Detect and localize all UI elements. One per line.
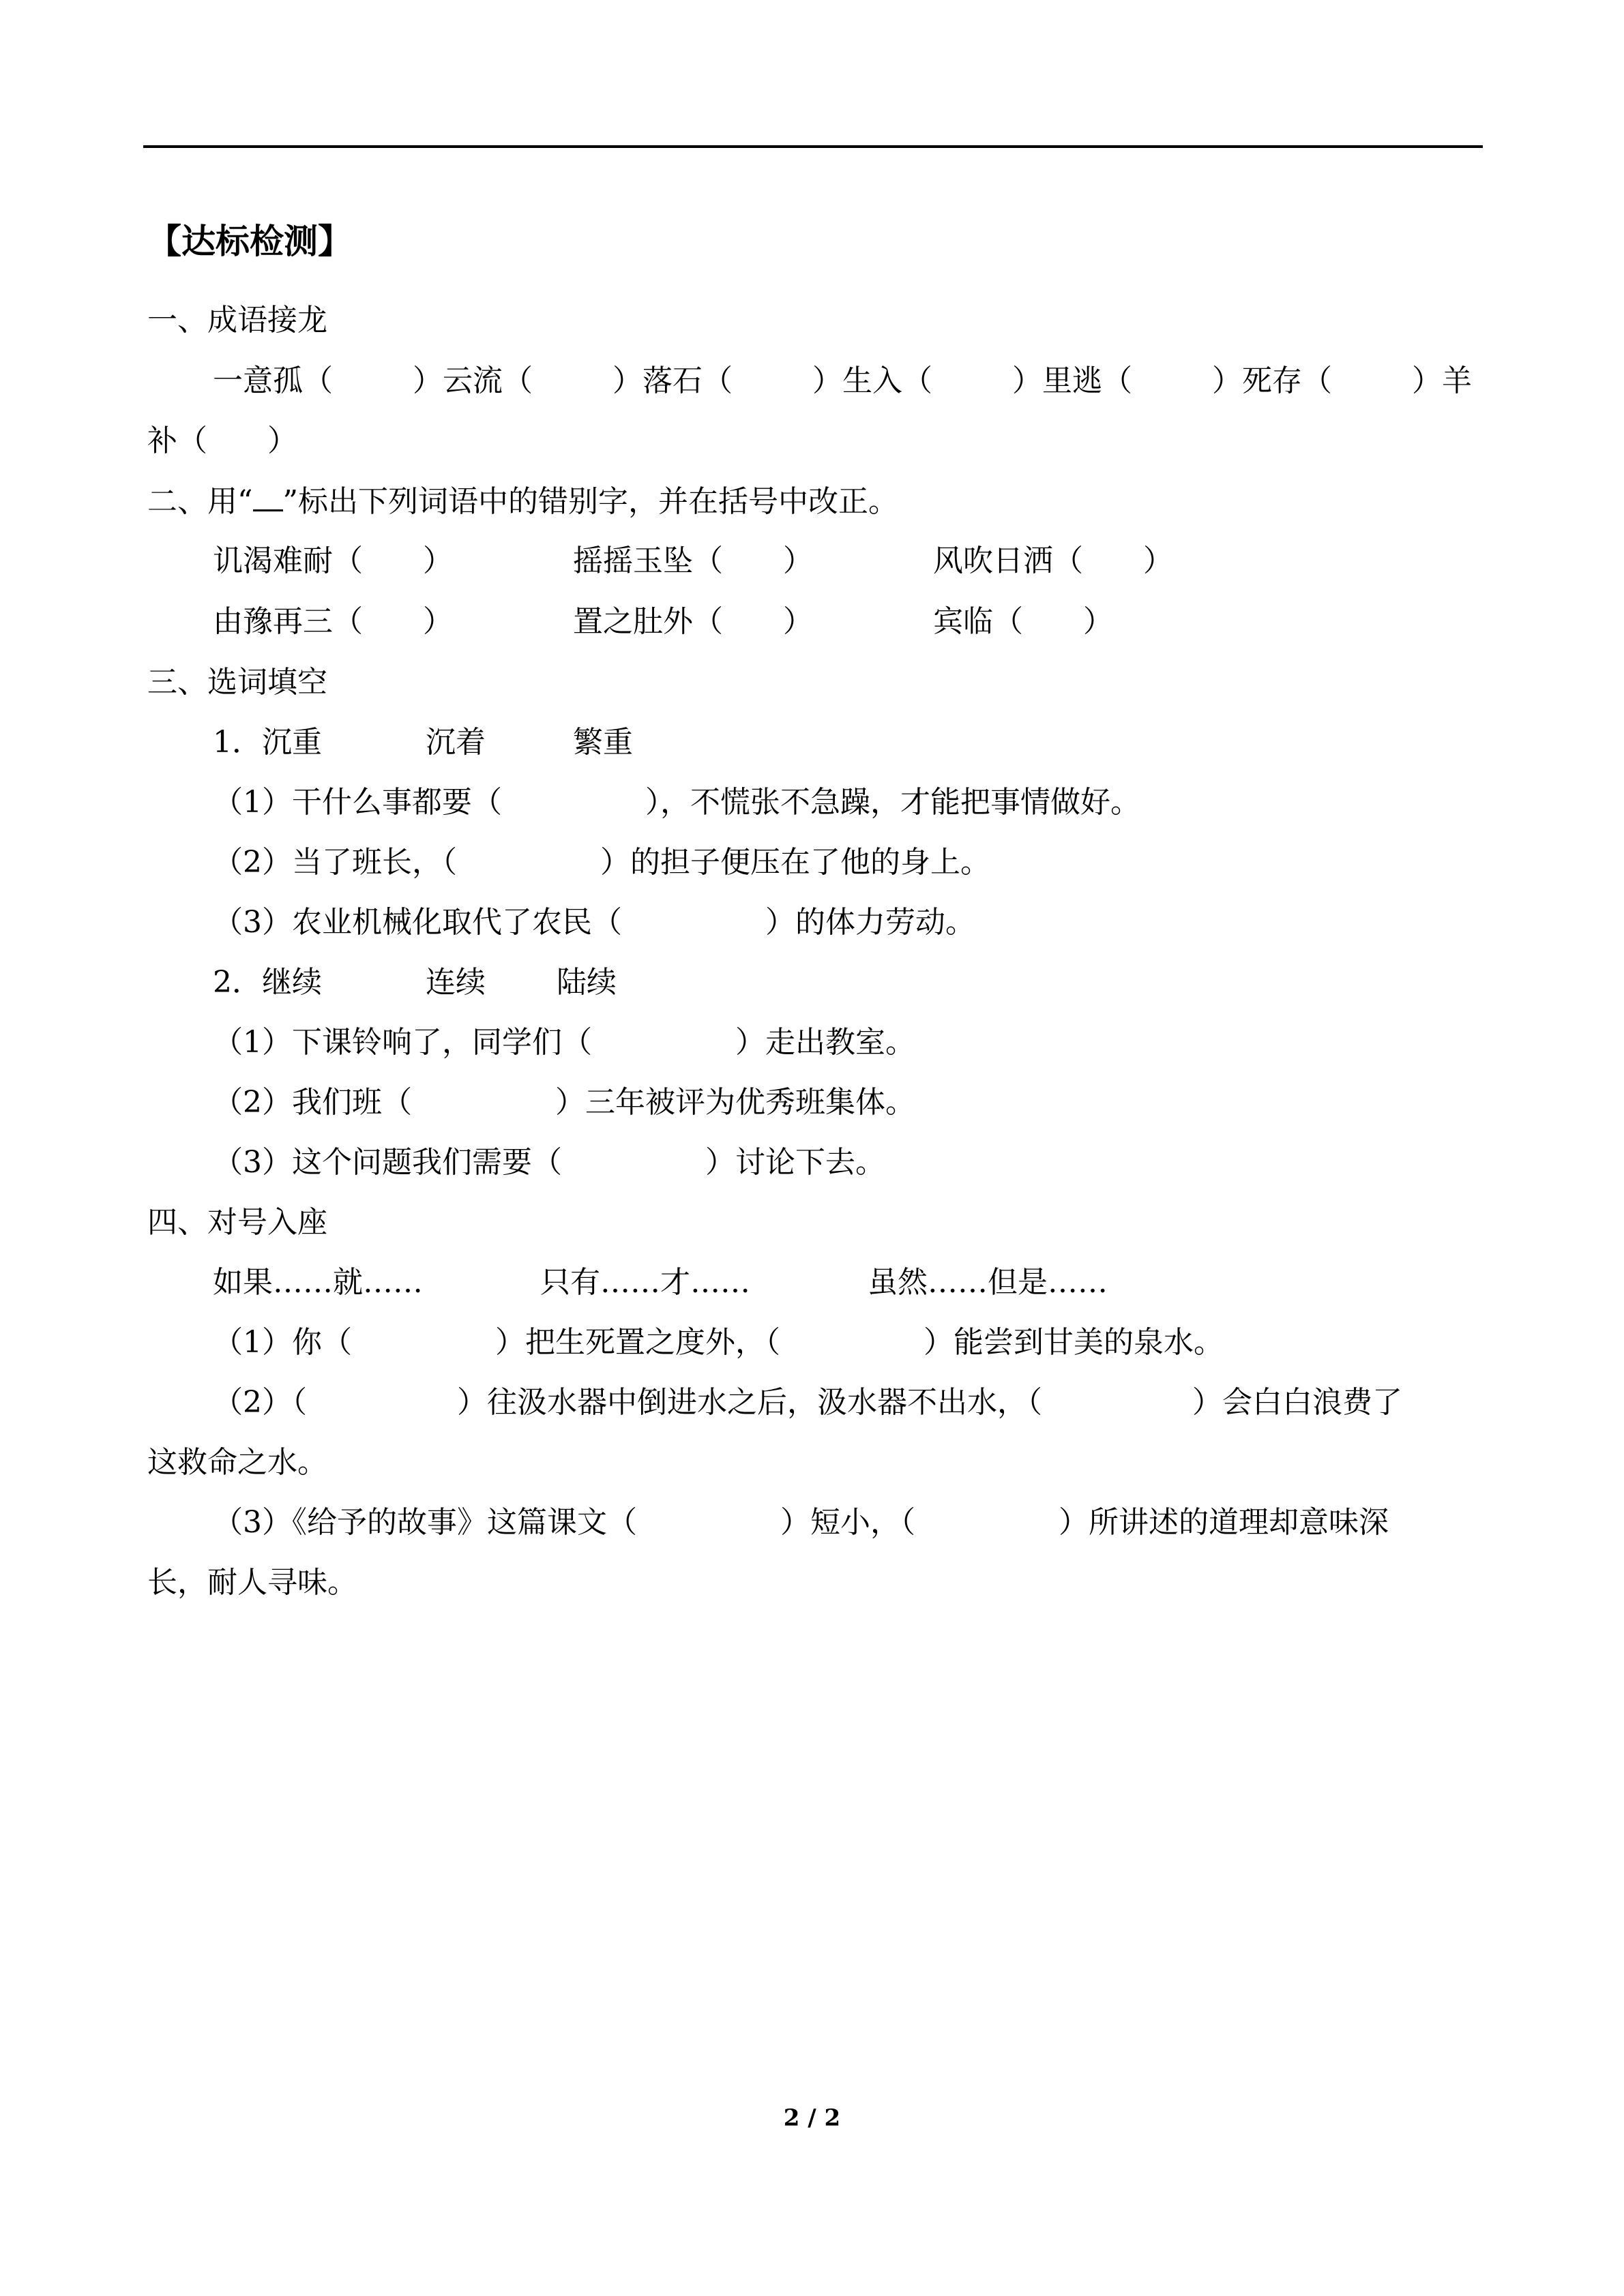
q3-item: [213, 782, 1140, 823]
item-text: （2）当了班长，（: [213, 845, 457, 880]
q2-heading-post: ”标出下列词语中的错别字，并在括号中改正。: [282, 484, 898, 519]
item-text: （2）（: [213, 1385, 307, 1420]
q3-group-2-options: [213, 962, 617, 1003]
conjunction-option: 虽然……但是……: [868, 1265, 1108, 1300]
item-text: ）会白白浪费了: [1192, 1385, 1402, 1420]
q2-word: 置之肚外（ ）: [573, 604, 813, 639]
q1-continuation: 补（ ）: [147, 423, 297, 458]
q1-item: ）死存（: [1212, 363, 1332, 398]
q2-word: 讥渴难耐（ ）: [213, 543, 453, 578]
q1-heading: 一、成语接龙: [147, 303, 327, 338]
item-text: ）所讲述的道理却意味深: [1059, 1505, 1389, 1540]
item-text: ）三年被评为优秀班集体。: [555, 1085, 915, 1120]
word-option: 陆续: [557, 965, 617, 1000]
item-text: ）往汲水器中倒进水之后，汲水器不出水，（: [457, 1385, 1042, 1420]
word-option: 继续: [262, 965, 322, 1000]
q1-item: ）云流（: [413, 363, 533, 398]
section-title: 【达标检测】: [147, 221, 352, 261]
q2-word: 摇摇玉坠（ ）: [573, 543, 813, 578]
conjunction-option: 只有……才……: [540, 1265, 750, 1300]
item-text: ）把生死置之度外，（: [495, 1325, 780, 1360]
q3-item: [213, 1142, 885, 1183]
q4-heading: 四、对号入座: [147, 1205, 327, 1240]
underline-mark: [253, 486, 283, 511]
q1-item: 一意孤（: [213, 363, 333, 398]
item-text: ）能尝到甘美的泉水。: [924, 1325, 1224, 1360]
header-rule: [143, 145, 1483, 148]
q1-item: ）里逃（: [1012, 363, 1132, 398]
item-text: ）的体力劳动。: [765, 905, 975, 940]
item-text: （1）下课铃响了，同学们（: [213, 1025, 592, 1060]
q4-item: [213, 1382, 1402, 1423]
word-option: 繁重: [573, 725, 633, 760]
group-number: 1．: [213, 725, 262, 760]
q2-heading-pre: 二、用“: [147, 484, 253, 519]
item-text: ）走出教室。: [735, 1025, 915, 1060]
group-number: 2．: [213, 965, 262, 1000]
q1-item: ）生入（: [812, 363, 932, 398]
q2-row-1: [213, 541, 1173, 582]
page-number: 2 / 2: [783, 2104, 841, 2132]
item-text: （2）我们班（: [213, 1085, 412, 1120]
q4-item-continuation: 这救命之水。: [147, 1445, 327, 1480]
item-text: ），不慌张不急躁，才能把事情做好。: [645, 785, 1140, 820]
q2-heading: [147, 481, 898, 522]
item-text: （3）这个问题我们需要（: [213, 1145, 562, 1180]
q4-item-continuation: 长，耐人寻味。: [147, 1565, 357, 1600]
item-text: （1）你（: [213, 1325, 352, 1360]
word-option: 沉重: [262, 725, 322, 760]
item-text: （3）《给予的故事》这篇课文（: [213, 1505, 637, 1540]
q3-item: [213, 1082, 915, 1123]
q1-item: ）羊: [1412, 363, 1472, 398]
conjunction-option: 如果……就……: [213, 1265, 423, 1300]
q3-item: [213, 902, 975, 943]
q2-row-2: [213, 601, 1113, 642]
q3-item: [213, 842, 990, 883]
item-text: （3）农业机械化取代了农民（: [213, 905, 622, 940]
item-text: ）短小，（: [780, 1505, 915, 1540]
q4-options: [213, 1262, 1108, 1303]
q3-group-1-options: [213, 722, 633, 763]
word-option: 连续: [426, 965, 486, 1000]
q3-item: [213, 1022, 915, 1063]
q2-word: 宾临（ ）: [933, 604, 1113, 639]
q4-item: [213, 1322, 1224, 1363]
q2-word: 由豫再三（ ）: [213, 604, 453, 639]
q3-heading: 三、选词填空: [147, 665, 327, 700]
q1-item: ）落石（: [612, 363, 733, 398]
item-text: （1）干什么事都要（: [213, 785, 502, 820]
item-text: ）的担子便压在了他的身上。: [600, 845, 990, 880]
item-text: ）讨论下去。: [705, 1145, 885, 1180]
q2-word: 风吹日洒（ ）: [933, 543, 1173, 578]
q4-item: [213, 1502, 1389, 1543]
q1-idiom-chain: [213, 361, 1472, 402]
word-option: 沉着: [426, 725, 486, 760]
